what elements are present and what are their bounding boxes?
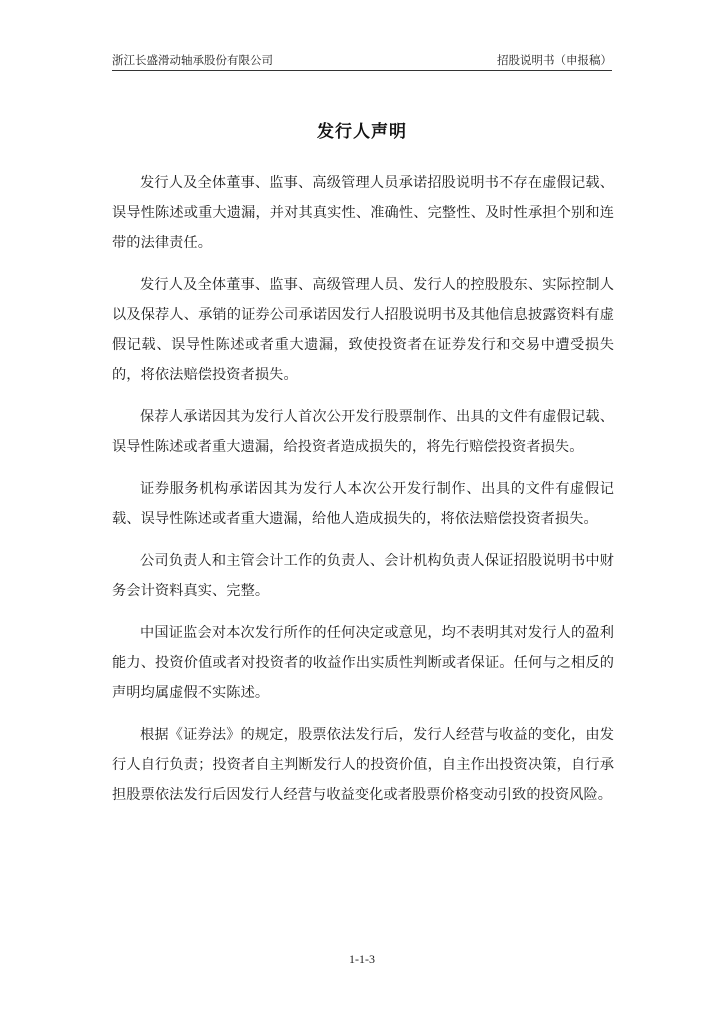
header-company-name: 浙江长盛滑动轴承股份有限公司: [112, 53, 273, 67]
paragraph-4: 证券服务机构承诺因其为发行人本次公开发行制作、出具的文件有虚假记载、误导性陈述或者重大遗漏，给他人造成损失的，将依法赔偿投资者损失。: [112, 481, 614, 527]
paragraph-2: 发行人及全体董事、监事、高级管理人员、发行人的控股股东、实际控制人以及保荐人、承销的证券公司承诺因发行人招股说明书及其他信息披露资料有虚假记载、误导性陈述或者重大遗漏，致使投资者在证券发行和交易中遭受损失的，将依法赔偿投资者损失。: [112, 277, 614, 383]
declaration-body: [112, 168, 614, 822]
paragraph-7: 根据《证券法》的规定，股票依法发行后，发行人经营与收益的变化，由发行人自行负责；投资者自主判断发行人的投资价值，自主作出投资决策，自行承担股票依法发行后因发行人经营与收益变化或者股票价格变动引致的投资风险。: [112, 727, 614, 803]
page-header: [112, 52, 612, 71]
paragraph-5: 公司负责人和主管会计工作的负责人、会计机构负责人保证招股说明书中财务会计资料真实、完整。: [112, 553, 614, 599]
paragraph-1: 发行人及全体董事、监事、高级管理人员承诺招股说明书不存在虚假记载、误导性陈述或重大遗漏，并对其真实性、准确性、完整性、及时性承担个别和连带的法律责任。: [112, 175, 614, 251]
paragraph-3: 保荐人承诺因其为发行人首次公开发行股票制作、出具的文件有虚假记载、误导性陈述或者重大遗漏，给投资者造成损失的，将先行赔偿投资者损失。: [112, 409, 614, 455]
page-number: 1-1-3: [349, 952, 375, 966]
header-document-type: 招股说明书（申报稿）: [497, 53, 612, 67]
paragraph-6: 中国证监会对本次发行所作的任何决定或意见，均不表明其对发行人的盈利能力、投资价值或者对投资者的收益作出实质性判断或者保证。任何与之相反的声明均属虚假不实陈述。: [112, 625, 614, 701]
page-title: 发行人声明: [317, 122, 407, 142]
